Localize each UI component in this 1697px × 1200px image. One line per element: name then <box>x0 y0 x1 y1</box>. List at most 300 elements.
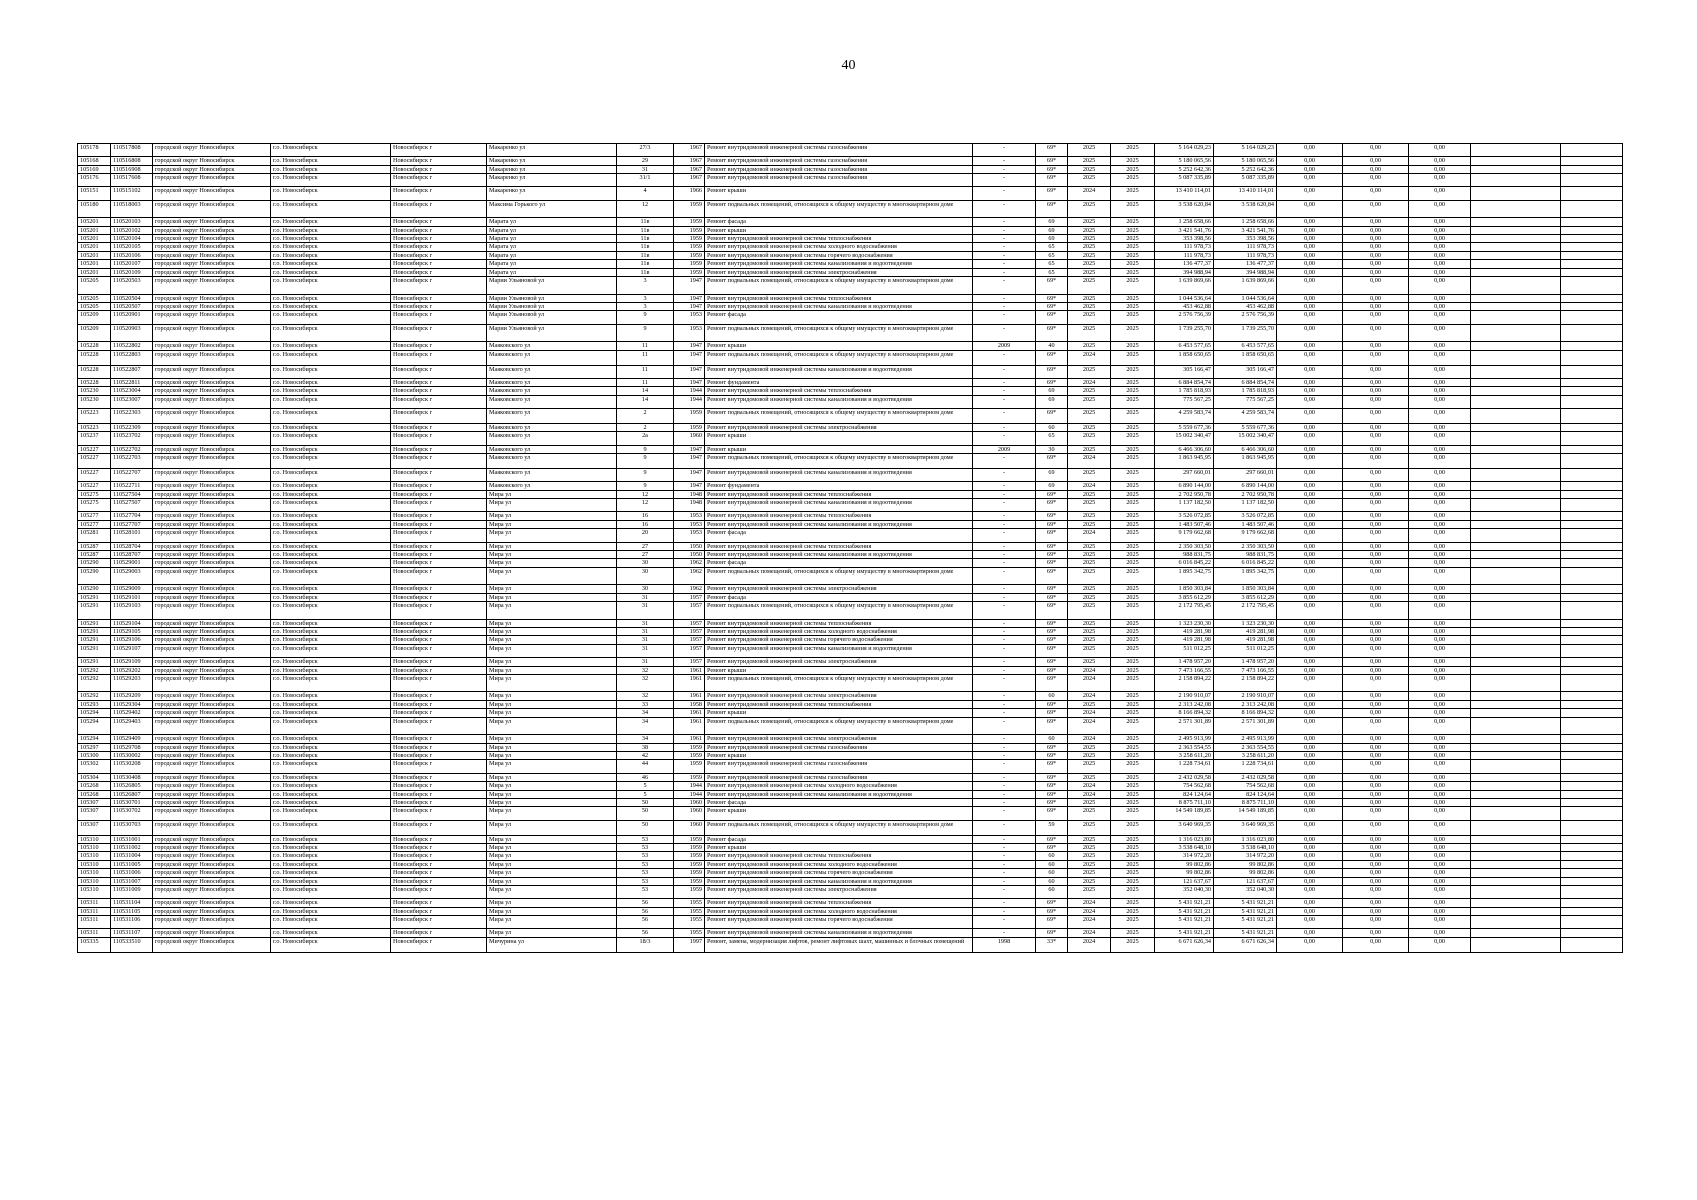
table-cell: Ремонт внутридомовой инженерной системы газоснабжения <box>705 157 973 165</box>
table-cell: 69* <box>1036 658 1068 666</box>
table-cell: 2025 <box>1111 602 1155 620</box>
table-row <box>78 218 1623 226</box>
table-cell: 99 802,86 <box>1155 869 1214 877</box>
table-cell: - <box>973 773 1036 781</box>
table-cell: 0,00 <box>1409 907 1471 915</box>
table-cell: Новосибирск г <box>391 886 487 899</box>
table-cell: 69* <box>1036 782 1068 790</box>
table-cell: 2 350 303,50 <box>1214 542 1277 550</box>
table-cell: городской округ Новосибирск <box>153 692 271 700</box>
table-cell: городской округ Новосибирск <box>153 469 271 482</box>
table-cell: 2025 <box>1111 165 1155 173</box>
table-cell: 0,00 <box>1409 852 1471 860</box>
table-cell: - <box>973 743 1036 751</box>
table-cell <box>1471 499 1561 512</box>
table-cell: 1953 <box>674 520 705 528</box>
table-cell: 5 <box>617 782 674 790</box>
table-cell: Новосибирск г <box>391 666 487 674</box>
table-cell: 2025 <box>1111 877 1155 885</box>
table-row <box>78 567 1623 585</box>
table-cell: городской округ Новосибирск <box>153 886 271 899</box>
table-cell: Ремонт внутридомовой инженерной системы холодного водоснабжения <box>705 907 973 915</box>
table-cell <box>1561 243 1623 251</box>
table-cell: Ремонт внутридомовой инженерной системы электроснабжения <box>705 585 973 593</box>
table-cell <box>1471 807 1561 820</box>
table-cell: 110529101 <box>111 593 153 601</box>
table-cell: Ремонт внутридомовой инженерной системы холодного водоснабжения <box>705 860 973 868</box>
table-cell: 11 <box>617 342 674 350</box>
table-cell: 110520504 <box>111 294 153 302</box>
table-cell: 33* <box>1036 937 1068 952</box>
table-cell <box>1561 157 1623 165</box>
table-cell: 0,00 <box>1277 551 1343 559</box>
table-cell: 60 <box>1036 423 1068 431</box>
table-cell: 2025 <box>1068 636 1111 644</box>
table-cell: 0,00 <box>1277 187 1343 200</box>
table-row <box>78 268 1623 276</box>
table-row <box>78 187 1623 200</box>
table-cell: 0,00 <box>1409 350 1471 365</box>
table-cell: г.о. Новосибирск <box>271 674 391 692</box>
table-cell: 1 478 957,20 <box>1214 658 1277 666</box>
table-cell: - <box>973 860 1036 868</box>
table-cell: городской округ Новосибирск <box>153 674 271 692</box>
table-cell: Мичурина ул <box>487 937 617 952</box>
table-cell: - <box>973 268 1036 276</box>
table-cell: 56 <box>617 929 674 937</box>
table-cell: г.о. Новосибирск <box>271 820 391 835</box>
table-cell: Марии Ульяновой ул <box>487 311 617 324</box>
table-cell: 0,00 <box>1409 200 1471 218</box>
table-cell: 3 421 541,76 <box>1155 226 1214 234</box>
table-cell: 60 <box>1036 869 1068 877</box>
table-cell: 1947 <box>674 302 705 310</box>
table-cell: 2025 <box>1068 445 1111 453</box>
table-cell: г.о. Новосибирск <box>271 243 391 251</box>
table-cell <box>1471 700 1561 708</box>
table-cell: 0,00 <box>1343 567 1409 585</box>
table-cell: 110533510 <box>111 937 153 952</box>
table-cell: г.о. Новосибирск <box>271 157 391 165</box>
table-cell <box>1561 454 1623 469</box>
table-cell: 105228 <box>78 342 111 350</box>
table-cell: - <box>973 499 1036 512</box>
table-cell: городской округ Новосибирск <box>153 835 271 843</box>
table-cell <box>1471 218 1561 226</box>
table-row <box>78 454 1623 469</box>
table-cell: Мира ул <box>487 542 617 550</box>
table-cell: - <box>973 820 1036 835</box>
table-cell: 1 137 182,50 <box>1214 499 1277 512</box>
table-cell: 6 884 854,74 <box>1214 378 1277 386</box>
table-cell: 16 <box>617 512 674 520</box>
table-body <box>78 144 1623 953</box>
table-cell: 1959 <box>674 408 705 423</box>
table-cell: 105310 <box>78 852 111 860</box>
table-cell: 65 <box>1036 251 1068 259</box>
table-cell: Мира ул <box>487 490 617 498</box>
table-cell: Мира ул <box>487 636 617 644</box>
table-cell: 1947 <box>674 294 705 302</box>
table-cell: 31 <box>617 165 674 173</box>
table-cell: 2025 <box>1111 860 1155 868</box>
table-cell: г.о. Новосибирск <box>271 773 391 781</box>
table-cell: 0,00 <box>1277 937 1343 952</box>
table-cell: 110522702 <box>111 445 153 453</box>
table-cell: 1 895 342,75 <box>1155 567 1214 585</box>
table-cell: - <box>973 658 1036 666</box>
table-cell: 110522711 <box>111 482 153 490</box>
table-cell: 2 158 894,22 <box>1214 674 1277 692</box>
table-cell: 110516908 <box>111 165 153 173</box>
table-cell: 1961 <box>674 709 705 717</box>
table-cell: 110516808 <box>111 157 153 165</box>
table-cell: 0,00 <box>1343 529 1409 542</box>
table-cell: 0,00 <box>1409 869 1471 877</box>
table-cell <box>1471 482 1561 490</box>
table-cell: городской округ Новосибирск <box>153 520 271 528</box>
table-cell: 0,00 <box>1343 302 1409 310</box>
table-cell: 3 538 620,84 <box>1155 200 1214 218</box>
table-cell: - <box>973 294 1036 302</box>
table-cell: 0,00 <box>1343 454 1409 469</box>
table-cell: 1961 <box>674 692 705 700</box>
table-cell: 9 <box>617 445 674 453</box>
table-cell: 105223 <box>78 408 111 423</box>
table-cell: Мира ул <box>487 717 617 735</box>
table-cell: 69* <box>1036 751 1068 759</box>
table-cell: 0,00 <box>1277 773 1343 781</box>
table-cell: 110531007 <box>111 877 153 885</box>
table-cell: 0,00 <box>1409 751 1471 759</box>
table-cell: Мира ул <box>487 512 617 520</box>
table-cell: 69* <box>1036 144 1068 157</box>
table-cell: 0,00 <box>1409 877 1471 885</box>
table-cell: 2025 <box>1111 593 1155 601</box>
table-cell: Ремонт подвальных помещений, относящихся к общему имуществу в многоквартирном доме <box>705 277 973 295</box>
table-cell: городской округ Новосибирск <box>153 929 271 937</box>
table-cell <box>1561 559 1623 567</box>
table-cell: Марии Ульяновой ул <box>487 294 617 302</box>
table-cell: 69* <box>1036 666 1068 674</box>
table-cell: 297 660,01 <box>1155 469 1214 482</box>
table-cell: 111 978,73 <box>1214 243 1277 251</box>
table-cell: 110529103 <box>111 602 153 620</box>
table-cell: - <box>973 835 1036 843</box>
table-cell: Маяковского ул <box>487 445 617 453</box>
table-cell: Ремонт внутридомовой инженерной системы теплоснабжения <box>705 294 973 302</box>
table-cell: 69* <box>1036 674 1068 692</box>
table-cell: городской округ Новосибирск <box>153 877 271 885</box>
table-cell: 2025 <box>1111 628 1155 636</box>
table-cell: 2025 <box>1111 852 1155 860</box>
table-cell: 69* <box>1036 907 1068 915</box>
table-cell: 2025 <box>1068 226 1111 234</box>
table-cell: 2024 <box>1068 529 1111 542</box>
table-cell <box>1471 235 1561 243</box>
table-cell <box>1471 860 1561 868</box>
table-cell <box>1471 869 1561 877</box>
table-row <box>78 602 1623 620</box>
table-cell: 2025 <box>1068 218 1111 226</box>
table-cell: 1947 <box>674 277 705 295</box>
table-cell: - <box>973 807 1036 820</box>
table-cell: 110522802 <box>111 342 153 350</box>
table-cell: 5 164 029,23 <box>1155 144 1214 157</box>
table-cell: 110531002 <box>111 844 153 852</box>
table-cell: 34 <box>617 709 674 717</box>
table-row <box>78 700 1623 708</box>
table-cell: 12 <box>617 490 674 498</box>
table-cell: 0,00 <box>1409 260 1471 268</box>
table-cell: 2 363 554,55 <box>1155 743 1214 751</box>
table-cell: 394 988,94 <box>1214 268 1277 276</box>
table-cell: 775 567,25 <box>1214 395 1277 408</box>
table-cell: 69* <box>1036 929 1068 937</box>
table-cell: 2025 <box>1111 302 1155 310</box>
table-cell: 105281 <box>78 529 111 542</box>
table-cell: Ремонт внутридомовой инженерной системы электроснабжения <box>705 692 973 700</box>
table-cell: Новосибирск г <box>391 551 487 559</box>
table-cell: Новосибирск г <box>391 869 487 877</box>
table-cell: 110523702 <box>111 432 153 445</box>
table-cell <box>1561 760 1623 773</box>
table-cell: 105169 <box>78 165 111 173</box>
table-cell: - <box>973 165 1036 173</box>
table-cell: Ремонт внутридомовой инженерной системы горячего водоснабжения <box>705 251 973 259</box>
table-cell: 2025 <box>1068 432 1111 445</box>
table-cell <box>1561 520 1623 528</box>
table-cell: 0,00 <box>1409 445 1471 453</box>
table-cell: 69* <box>1036 311 1068 324</box>
table-cell <box>1471 717 1561 735</box>
table-cell: Ремонт крыши <box>705 844 973 852</box>
table-cell: 4 259 583,74 <box>1155 408 1214 423</box>
table-cell: - <box>973 619 1036 627</box>
table-cell: 1 483 507,46 <box>1155 520 1214 528</box>
table-cell: 2025 <box>1068 302 1111 310</box>
table-row <box>78 144 1623 157</box>
table-cell: 0,00 <box>1277 260 1343 268</box>
table-cell: 105291 <box>78 636 111 644</box>
table-cell: 2024 <box>1068 907 1111 915</box>
table-cell <box>1471 226 1561 234</box>
table-cell: 0,00 <box>1277 165 1343 173</box>
table-cell: 1950 <box>674 542 705 550</box>
table-cell: 0,00 <box>1409 542 1471 550</box>
table-cell: 0,00 <box>1343 628 1409 636</box>
table-cell: 2025 <box>1068 567 1111 585</box>
table-cell: Ремонт фасада <box>705 529 973 542</box>
table-cell: 65 <box>1036 432 1068 445</box>
table-cell: 0,00 <box>1277 559 1343 567</box>
table-cell <box>1471 144 1561 157</box>
table-cell <box>1561 717 1623 735</box>
table-cell: 0,00 <box>1409 773 1471 781</box>
table-cell <box>1561 798 1623 806</box>
table-row <box>78 907 1623 915</box>
table-cell: 2025 <box>1111 499 1155 512</box>
table-cell: 754 562,68 <box>1214 782 1277 790</box>
table-cell <box>1471 542 1561 550</box>
table-cell: Мира ул <box>487 807 617 820</box>
table-cell: 5 431 921,21 <box>1214 929 1277 937</box>
table-cell: 0,00 <box>1343 658 1409 666</box>
table-cell: Маяковского ул <box>487 350 617 365</box>
table-cell <box>1471 602 1561 620</box>
table-cell: г.о. Новосибирск <box>271 877 391 885</box>
table-cell: г.о. Новосибирск <box>271 187 391 200</box>
table-cell: Новосибирск г <box>391 445 487 453</box>
table-cell: - <box>973 700 1036 708</box>
table-cell: 2025 <box>1068 773 1111 781</box>
table-cell: 2025 <box>1111 454 1155 469</box>
table-cell: 0,00 <box>1277 628 1343 636</box>
table-cell: Мира ул <box>487 551 617 559</box>
table-cell: 56 <box>617 907 674 915</box>
table-cell: 110529104 <box>111 619 153 627</box>
table-cell: 16 <box>617 520 674 528</box>
table-cell: 110529409 <box>111 735 153 743</box>
table-cell: 0,00 <box>1409 251 1471 259</box>
table-cell: 2025 <box>1068 542 1111 550</box>
table-cell: г.о. Новосибирск <box>271 490 391 498</box>
table-cell: 1959 <box>674 743 705 751</box>
table-cell: Ремонт внутридомовой инженерной системы горячего водоснабжения <box>705 916 973 929</box>
table-cell: Максима Горького ул <box>487 200 617 218</box>
table-cell: 69 <box>1036 482 1068 490</box>
table-cell: 110528704 <box>111 542 153 550</box>
table-cell: 110515102 <box>111 187 153 200</box>
table-cell: 2 495 913,99 <box>1214 735 1277 743</box>
table-cell: 121 637,67 <box>1214 877 1277 885</box>
table-cell: 110529209 <box>111 692 153 700</box>
table-cell: Ремонт подвальных помещений, относящихся к общему имуществу в многоквартирном доме <box>705 408 973 423</box>
table-cell: 0,00 <box>1343 490 1409 498</box>
table-cell: 419 281,98 <box>1155 636 1214 644</box>
table-cell: 0,00 <box>1409 187 1471 200</box>
table-cell: городской округ Новосибирск <box>153 700 271 708</box>
table-cell <box>1561 482 1623 490</box>
table-cell: 0,00 <box>1409 820 1471 835</box>
table-cell: 105290 <box>78 567 111 585</box>
table-row <box>78 628 1623 636</box>
table-row <box>78 751 1623 759</box>
table-cell: 1967 <box>674 157 705 165</box>
table-cell <box>1561 144 1623 157</box>
table-cell: 2 313 242,08 <box>1214 700 1277 708</box>
table-cell: 0,00 <box>1343 585 1409 593</box>
table-cell: 0,00 <box>1409 432 1471 445</box>
table-cell: Мира ул <box>487 790 617 798</box>
table-cell <box>1471 260 1561 268</box>
table-cell: 69* <box>1036 277 1068 295</box>
table-cell: Макаренко ул <box>487 174 617 187</box>
table-cell: 1967 <box>674 144 705 157</box>
table-cell: 111 978,73 <box>1155 243 1214 251</box>
table-cell <box>1471 628 1561 636</box>
table-cell: Новосибирск г <box>391 585 487 593</box>
table-cell <box>1561 602 1623 620</box>
table-cell: 0,00 <box>1409 644 1471 657</box>
table-cell: Ремонт внутридомовой инженерной системы газоснабжения <box>705 165 973 173</box>
table-cell: 2025 <box>1111 937 1155 952</box>
table-cell: г.о. Новосибирск <box>271 423 391 431</box>
table-cell: Ремонт внутридомовой инженерной системы электроснабжения <box>705 735 973 743</box>
table-cell: 2025 <box>1111 751 1155 759</box>
table-cell: 0,00 <box>1409 860 1471 868</box>
table-cell: 5 559 677,36 <box>1214 423 1277 431</box>
table-cell: 0,00 <box>1409 700 1471 708</box>
table-cell: 0,00 <box>1409 593 1471 601</box>
table-cell: - <box>973 423 1036 431</box>
table-cell: 11в <box>617 268 674 276</box>
table-cell: - <box>973 277 1036 295</box>
table-cell: 0,00 <box>1343 324 1409 342</box>
table-cell: - <box>973 235 1036 243</box>
table-cell <box>1561 628 1623 636</box>
table-cell: 105292 <box>78 666 111 674</box>
table-cell: - <box>973 395 1036 408</box>
table-cell: Новосибирск г <box>391 602 487 620</box>
table-cell <box>1471 798 1561 806</box>
table-cell: 2025 <box>1111 658 1155 666</box>
table-cell: - <box>973 311 1036 324</box>
table-cell: 105205 <box>78 294 111 302</box>
table-cell: - <box>973 454 1036 469</box>
table-cell: 2024 <box>1068 692 1111 700</box>
table-cell: Новосибирск г <box>391 658 487 666</box>
table-cell: 2025 <box>1111 218 1155 226</box>
table-cell: Марата ул <box>487 218 617 226</box>
table-cell: 0,00 <box>1409 499 1471 512</box>
table-row <box>78 717 1623 735</box>
table-cell: 2025 <box>1111 445 1155 453</box>
table-cell: Мира ул <box>487 529 617 542</box>
table-cell: 0,00 <box>1409 585 1471 593</box>
table-cell: Ремонт крыши <box>705 709 973 717</box>
table-cell: 0,00 <box>1343 835 1409 843</box>
table-row <box>78 820 1623 835</box>
table-cell: 105201 <box>78 251 111 259</box>
table-cell: 1959 <box>674 235 705 243</box>
table-row <box>78 294 1623 302</box>
table-cell: 0,00 <box>1409 798 1471 806</box>
table-cell: 0,00 <box>1409 619 1471 627</box>
table-cell: 105201 <box>78 218 111 226</box>
table-cell: 0,00 <box>1277 619 1343 627</box>
table-cell: 2025 <box>1111 235 1155 243</box>
table-cell: - <box>973 585 1036 593</box>
table-cell: г.о. Новосибирск <box>271 692 391 700</box>
table-cell: 0,00 <box>1343 200 1409 218</box>
table-cell: 1 316 023,80 <box>1155 835 1214 843</box>
table-cell: 9 179 662,68 <box>1214 529 1277 542</box>
table-cell: 1947 <box>674 365 705 378</box>
table-cell: - <box>973 877 1036 885</box>
table-cell: 0,00 <box>1277 735 1343 743</box>
table-cell: 1959 <box>674 243 705 251</box>
table-cell: 105291 <box>78 628 111 636</box>
table-cell: 14 549 189,85 <box>1214 807 1277 820</box>
table-cell: 0,00 <box>1277 869 1343 877</box>
table-cell: 110530002 <box>111 751 153 759</box>
table-cell: 0,00 <box>1343 387 1409 395</box>
table-cell: Ремонт внутридомовой инженерной системы газоснабжения <box>705 743 973 751</box>
table-cell: 105227 <box>78 469 111 482</box>
table-cell: 1948 <box>674 490 705 498</box>
table-cell: 2025 <box>1111 200 1155 218</box>
